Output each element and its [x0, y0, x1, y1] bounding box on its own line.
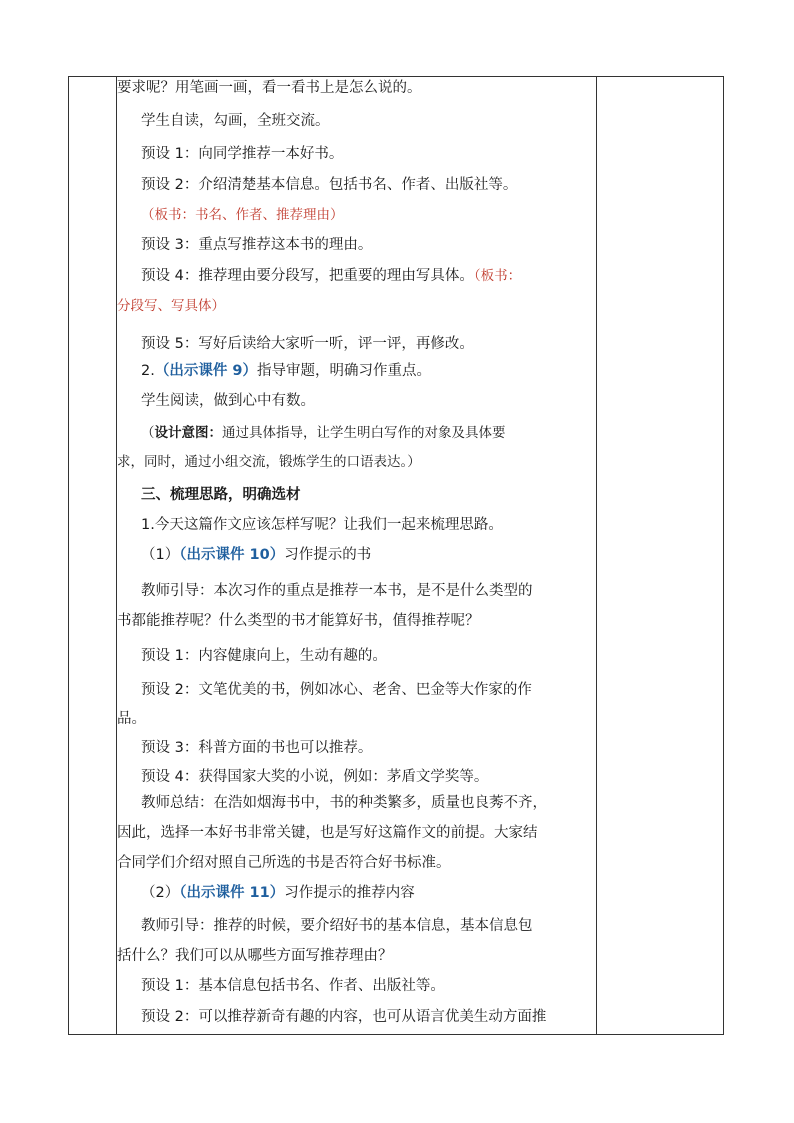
text-line: 学生阅读，做到心中有数。 [141, 393, 315, 409]
text-line: 预设 3：重点写推荐这本书的理由。 [141, 237, 373, 253]
courseware-ref: （出示课件 11） [179, 885, 285, 901]
text-segment: 指导审题，明确习作重点。 [256, 363, 431, 379]
text-line: 书都能推荐呢？什么类型的书才能算好书，值得推荐呢？ [117, 613, 480, 629]
column-divider-left [116, 77, 117, 1034]
text-line: 括什么？我们可以从哪些方面写推荐理由？ [117, 948, 393, 964]
column-divider-right [596, 77, 597, 1034]
text-line: 要求呢？用笔画一画，看一看书上是怎么说的。 [117, 80, 422, 96]
text-line [141, 881, 415, 902]
text-line: 因此，选择一本好书非常关键，也是写好这篇作文的前提。大家结 [117, 825, 538, 841]
text-line: 教师引导：本次习作的重点是推荐一本书，是不是什么类型的 [141, 583, 533, 599]
text-line: 预设 2：可以推荐新奇有趣的内容，也可从语言优美生动方面推 [141, 1009, 547, 1025]
text-line [141, 359, 431, 380]
text-line: 1.今天这篇作文应该怎样写呢？让我们一起来梳理思路。 [141, 517, 503, 533]
text-line: 预设 1：向同学推荐一本好书。 [141, 146, 344, 162]
text-line: 预设 4：获得国家大奖的小说，例如：茅盾文学奖等。 [141, 769, 489, 785]
design-intent-label: 设计意图： [154, 425, 222, 441]
text-line: 预设 2：介绍清楚基本信息。包括书名、作者、出版社等。 [141, 177, 518, 193]
text-line: 品。 [117, 711, 146, 727]
text-line [141, 264, 521, 285]
section-heading: 三、梳理思路，明确选材 [141, 487, 301, 503]
text-line: 预设 2：文笔优美的书，例如冰心、老舍、巴金等大作家的作 [141, 682, 532, 698]
text-segment: （ [141, 425, 155, 441]
item-number: 2. [141, 363, 155, 379]
text-line: 预设 5：写好后读给大家听一听，评一评，再修改。 [141, 336, 474, 352]
text-segment: 习作提示的推荐内容 [284, 885, 415, 901]
text-segment: 习作提示的书 [284, 547, 372, 563]
text-line: 合同学们介绍对照自己所选的书是否符合好书标准。 [117, 855, 451, 871]
text-line: 预设 1：内容健康向上，生动有趣的。 [141, 648, 387, 664]
design-intent: 求，同时，通过小组交流，锻炼学生的口语表达。） [117, 454, 421, 470]
text-line: 教师总结：在浩如烟海书中，书的种类繁多，质量也良莠不齐， [141, 795, 547, 811]
board-note: （板书：书名、作者、推荐理由） [141, 207, 344, 223]
text-line: 学生自读，勾画，全班交流。 [141, 113, 330, 129]
item-number: （1） [141, 547, 180, 563]
courseware-ref: （出示课件 10） [179, 547, 285, 563]
design-intent [141, 421, 506, 441]
text-line: 教师引导：推荐的时候，要介绍好书的基本信息，基本信息包 [141, 918, 533, 934]
courseware-ref: （出示课件 9） [154, 363, 257, 379]
text-segment: 通过具体指导，让学生明白写作的对象及具体要 [222, 425, 506, 441]
text-segment: 预设 4：推荐理由要分段写，把重要的理由写具体。 [141, 268, 474, 284]
text-line: 预设 1：基本信息包括书名、作者、出版社等。 [141, 978, 445, 994]
board-note: 分段写、写具体） [117, 298, 225, 314]
text-line: 预设 3：科普方面的书也可以推荐。 [141, 740, 373, 756]
board-note: （板书： [473, 268, 522, 284]
text-line [141, 543, 371, 564]
item-number: （2） [141, 885, 180, 901]
